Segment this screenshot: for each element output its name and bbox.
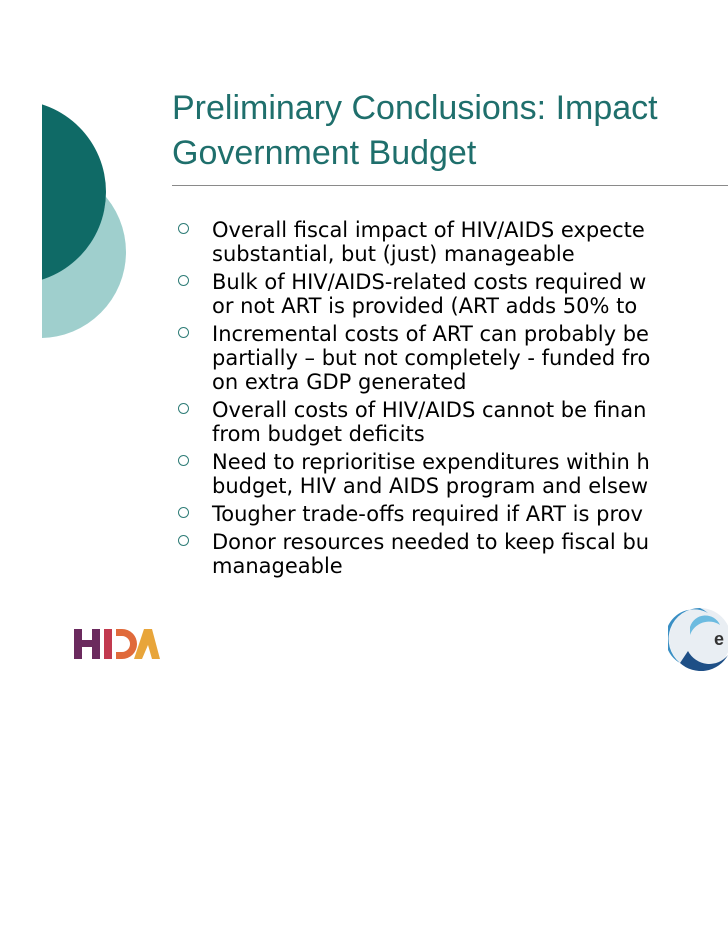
circle-bullet-icon [178, 403, 189, 414]
title-divider [172, 185, 728, 186]
bullet-text: budget, HIV and AIDS program and elsew [212, 474, 649, 498]
bullet-text: or not ART is provided (ART adds 50% to [212, 294, 638, 318]
bullet-item [0, 270, 728, 318]
bullet-item [0, 530, 728, 578]
bullet-item [0, 450, 728, 498]
bullet-text: Overall fiscal impact of HIV/AIDS expecte [212, 218, 645, 242]
slide-title [172, 86, 728, 176]
circle-bullet-icon [178, 327, 189, 338]
bullet-text: from budget deficits [212, 422, 425, 446]
globe-logo-icon [668, 605, 728, 675]
bullet-item [0, 502, 728, 526]
circle-bullet-icon [178, 507, 189, 518]
bullet-item [0, 398, 728, 446]
circle-bullet-icon [178, 535, 189, 546]
bullet-text: Donor resources needed to keep fiscal bu [212, 530, 650, 554]
bullet-text: partially – but not completely - funded fro [212, 346, 651, 370]
circle-bullet-icon [178, 223, 189, 234]
bullet-text: Tougher trade-offs required if ART is prov [212, 502, 643, 526]
bullet-text: Bulk of HIV/AIDS-related costs required w [212, 270, 647, 294]
bullet-item [0, 322, 728, 394]
bullet-list [0, 218, 728, 582]
bullet-text: Need to reprioritise expenditures within h [212, 450, 650, 474]
bullet-text: Overall costs of HIV/AIDS cannot be finan [212, 398, 647, 422]
bullet-text: on extra GDP generated [212, 370, 467, 394]
bullet-text: Incremental costs of ART can probably be [212, 322, 649, 346]
bullet-text: substantial, but (just) manageable [212, 242, 575, 266]
svg-text:e: e [714, 629, 725, 649]
circle-bullet-icon [178, 455, 189, 466]
title-line-2: Government Budget [172, 134, 477, 172]
hda-logo [72, 625, 160, 663]
bullet-text: manageable [212, 554, 343, 578]
title-line-1: Preliminary Conclusions: Impact [172, 89, 658, 127]
bullet-item [0, 218, 728, 266]
circle-bullet-icon [178, 275, 189, 286]
